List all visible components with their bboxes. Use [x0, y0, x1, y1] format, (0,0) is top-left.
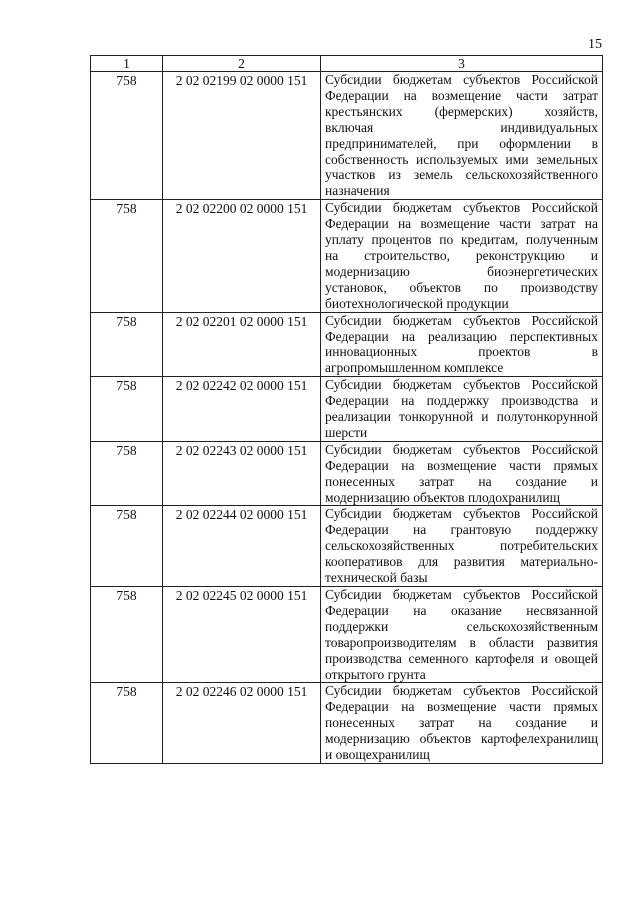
- description-line: Субсидии бюджетам субъектов Российской: [325, 683, 598, 699]
- header-col-3: 3: [321, 56, 603, 72]
- description-line: включая индивидуальных: [325, 119, 598, 135]
- kbk-code-cell: 2 02 02242 02 0000 151: [163, 377, 321, 442]
- table-row: [91, 200, 603, 312]
- description-line: Федерации на возмещение части прямых: [325, 699, 598, 715]
- admin-code-cell: 758: [91, 683, 163, 764]
- header-col-2: 2: [163, 56, 321, 72]
- description-line: участков из земель сельскохозяйственного: [325, 167, 598, 183]
- description-line: Субсидии бюджетам субъектов Российской: [325, 506, 598, 522]
- description-line: назначения: [325, 183, 390, 199]
- admin-code-cell: 758: [91, 506, 163, 587]
- description-cell: [321, 683, 603, 764]
- kbk-code-cell: 2 02 02199 02 0000 151: [163, 72, 321, 200]
- description-line: поддержки сельскохозяйственным: [325, 618, 598, 634]
- description-cell: [321, 312, 603, 377]
- description-cell: [321, 587, 603, 683]
- description-cell: [321, 377, 603, 442]
- description-line: шерсти: [325, 424, 368, 440]
- description-line: реализации тонкорунной и полутонкорунной: [325, 409, 598, 425]
- description-line: крестьянских (фермерских) хозяйств,: [325, 103, 598, 119]
- admin-code-cell: 758: [91, 587, 163, 683]
- admin-code-cell: 758: [91, 200, 163, 312]
- description-line: Субсидии бюджетам субъектов Российской: [325, 587, 598, 602]
- kbk-code-cell: 2 02 02243 02 0000 151: [163, 441, 321, 506]
- kbk-code-cell: 2 02 02244 02 0000 151: [163, 506, 321, 587]
- description-line: уплату процентов по кредитам, полученным: [325, 232, 598, 248]
- description-line: Федерации на возмещение части прямых: [325, 457, 598, 473]
- description-line: производства семенного картофеля и овощей: [325, 650, 598, 666]
- description-line: модернизацию биоэнергетических: [325, 263, 598, 279]
- description-line: сельскохозяйственных потребительских: [325, 538, 598, 554]
- description-line: модернизацию объектов плодохранилищ: [325, 489, 560, 505]
- description-cell: [321, 441, 603, 506]
- description-line: установок, объектов по производству: [325, 279, 598, 295]
- description-line: открытого грунта: [325, 666, 426, 682]
- kbk-code-cell: 2 02 02200 02 0000 151: [163, 200, 321, 312]
- description-cell: [321, 200, 603, 312]
- description-line: биотехнологической продукции: [325, 295, 509, 311]
- header-row: [91, 56, 603, 72]
- description-line: понесенных затрат на создание и: [325, 715, 598, 731]
- table-row: [91, 441, 603, 506]
- admin-code-cell: 758: [91, 312, 163, 377]
- description-line: модернизацию объектов картофелехранилищ: [325, 731, 598, 747]
- description-line: Федерации на реализацию перспективных: [325, 328, 598, 344]
- description-line: Федерации на возмещение части затрат на: [325, 216, 598, 232]
- description-line: Федерации на возмещение части затрат: [325, 87, 598, 103]
- kbk-code-cell: 2 02 02246 02 0000 151: [163, 683, 321, 764]
- description-line: понесенных затрат на создание и: [325, 473, 598, 489]
- table-row: [91, 683, 603, 764]
- admin-code-cell: 758: [91, 441, 163, 506]
- page-number: 15: [588, 37, 602, 52]
- kbk-code-cell: 2 02 02201 02 0000 151: [163, 312, 321, 377]
- table-row: [91, 312, 603, 377]
- budget-classification-table: [90, 55, 603, 764]
- description-cell: [321, 506, 603, 587]
- kbk-code-cell: 2 02 02245 02 0000 151: [163, 587, 321, 683]
- description-line: технической базы: [325, 570, 428, 586]
- description-line: Федерации на поддержку производства и: [325, 393, 598, 409]
- table-row: [91, 506, 603, 587]
- description-line: Федерации на грантовую поддержку: [325, 522, 598, 538]
- description-line: агропромышленном комплексе: [325, 360, 504, 376]
- description-line: Субсидии бюджетам субъектов Российской: [325, 441, 598, 457]
- table-row: [91, 72, 603, 200]
- description-line: инновационных проектов в: [325, 344, 598, 360]
- admin-code-cell: 758: [91, 72, 163, 200]
- table-row: [91, 377, 603, 442]
- description-line: товаропроизводителям в области развития: [325, 634, 598, 650]
- description-line: Федерации на оказание несвязанной: [325, 602, 598, 618]
- description-line: предпринимателей, при оформлении в: [325, 135, 598, 151]
- table-row: [91, 587, 603, 683]
- description-line: Субсидии бюджетам субъектов Российской: [325, 312, 598, 328]
- header-col-1: 1: [91, 56, 163, 72]
- description-line: кооперативов для развития материально-: [325, 554, 598, 570]
- description-line: Субсидии бюджетам субъектов Российской: [325, 377, 598, 393]
- description-line: Субсидии бюджетам субъектов Российской: [325, 72, 598, 87]
- admin-code-cell: 758: [91, 377, 163, 442]
- description-line: собственность используемых ими земельных: [325, 151, 598, 167]
- description-line: Субсидии бюджетам субъектов Российской: [325, 200, 598, 216]
- description-line: и овощехранилищ: [325, 747, 430, 763]
- description-cell: [321, 72, 603, 200]
- description-line: на строительство, реконструкцию и: [325, 247, 598, 263]
